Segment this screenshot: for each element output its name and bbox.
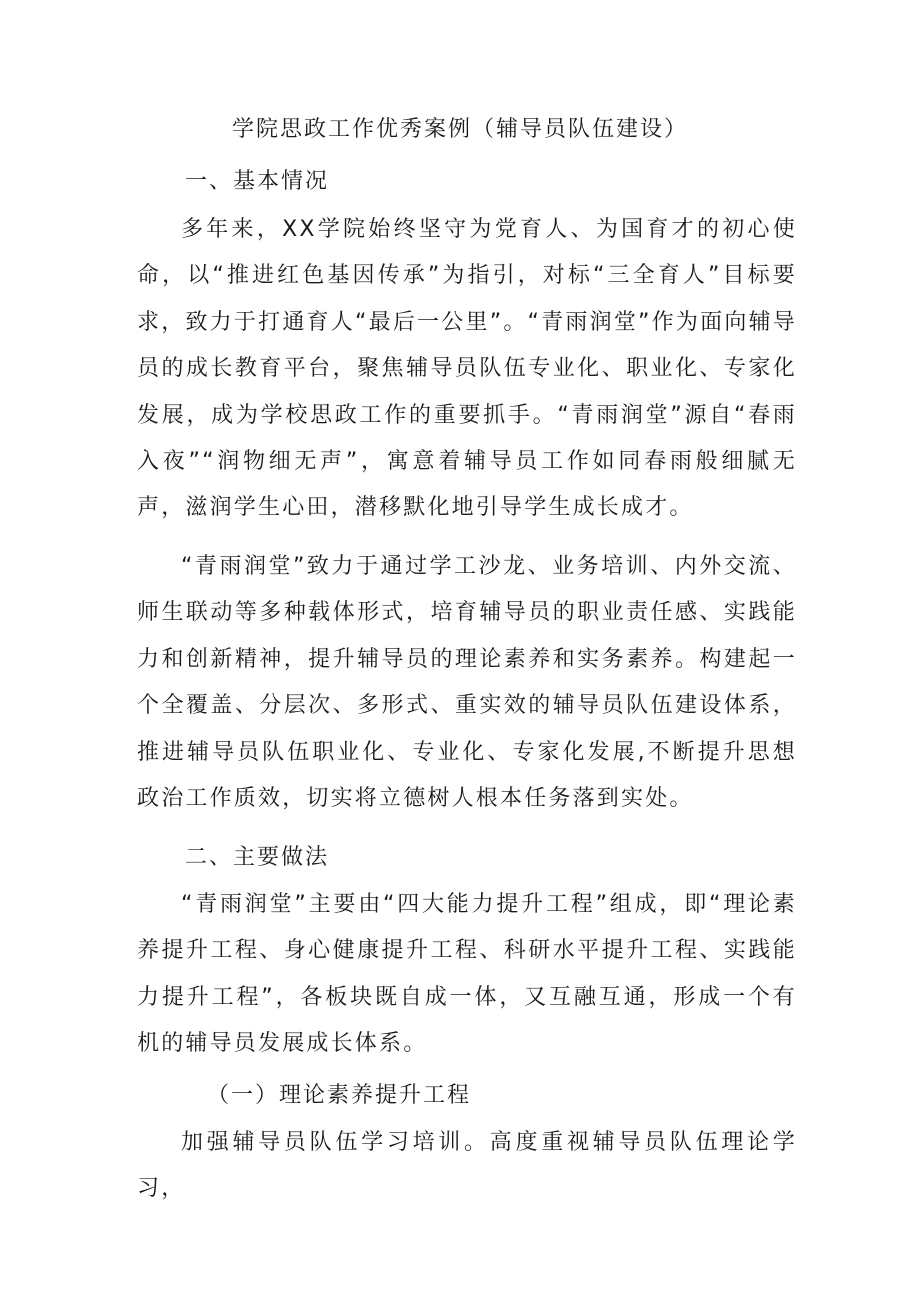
- paragraph: “青雨润堂”主要由“四大能力提升工程”组成，即“理论素养提升工程、身心健康提升工程、科研水平提升工程、实践能力提升工程”，各板块既自成一体，又互融互通，形成一个有机的辅导员发展成长体系。: [137, 892, 797, 1057]
- section-heading-main-practices: 二、主要做法: [185, 845, 330, 870]
- subsection-heading-theory: （一）理论素养提升工程: [207, 1083, 472, 1108]
- paragraph: “青雨润堂”致力于通过学工沙龙、业务培训、内外交流、师生联动等多种载体形式，培育辅导员的职业责任感、实践能力和创新精神，提升辅导员的理论素养和实务素养。构建起一个全覆盖、分层次、多形式、重实效的辅导员队伍建设体系，推进辅导员队伍职业化、专业化、专家化发展,不断提升思想政治工作质效，切实将立德树人根本任务落到实处。: [137, 554, 797, 812]
- document-title: 学院思政工作优秀案例（辅导员队伍建设）: [231, 117, 688, 142]
- paragraph: 多年来，XX学院始终坚守为党育人、为国育才的初心使命，以“推进红色基因传承”为指引，对标“三全育人”目标要求，致力于打通育人“最后一公里”。“青雨润堂”作为面向辅导员的成长教育平台，聚焦辅导员队伍专业化、职业化、专家化发展，成为学校思政工作的重要抓手。“青雨润堂”源自“春雨入夜”“润物细无声”，寓意着辅导员工作如同春雨般细腻无声，滋润学生心田，潜移默化地引导学生成长成才。: [137, 217, 797, 521]
- section-heading-basic-situation: 一、基本情况: [185, 169, 330, 194]
- paragraph: 加强辅导员队伍学习培训。高度重视辅导员队伍理论学习，: [137, 1130, 797, 1202]
